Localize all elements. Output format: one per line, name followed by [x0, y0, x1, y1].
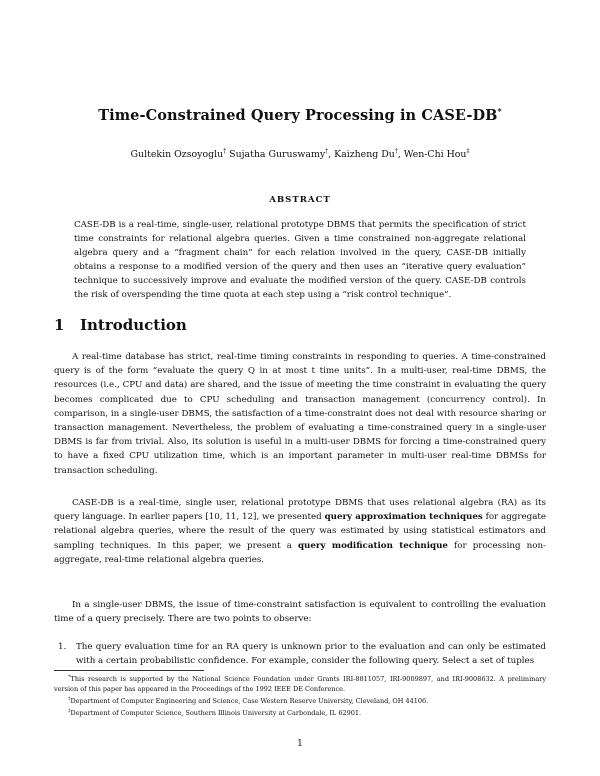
- abstract-text: CASE-DB is a real-time, single-user, relational prototype DBMS that permits the specification of strict time constraints for relational algebra queries. Given a time constrained non-aggregate relational algebra query and a “fragment chain” for each relation involved in the query, CASE-DB initially obtains a response to a modified version of the query and then uses an “iterative query evaluation” technique to successively improve and evaluate the modified version of the query. CASE-DB controls the risk of overspending the time quota at each step using a “risk control technique”.: [74, 220, 526, 300]
- list-item-text: The query evaluation time for an RA query is unknown prior to the evaluation and can only be estimated with a certain probabilistic confidence. For example, consider the following query. Select a set of tuples: [76, 642, 546, 667]
- intro-paragraph-3: In a single-user DBMS, the issue of time-constraint satisfaction is equivalent to controlling the evaluation time of a query precisely. There are two points to observe:: [54, 600, 546, 625]
- author-list: [0, 149, 600, 160]
- section-number: 1: [54, 316, 65, 334]
- author-name: Wen-Chi Hou: [403, 149, 467, 160]
- footnote-mark: †: [68, 695, 71, 702]
- section-title: Introduction: [80, 316, 187, 334]
- author-affiliation-mark: †: [223, 147, 227, 155]
- list-item-number: 1.: [58, 642, 67, 652]
- footnote-mark: ‡: [68, 707, 71, 714]
- footnote: ‡Department of Computer Science, Southern Illinois University at Carbondale, IL 62901.: [68, 707, 362, 717]
- footnote-divider: [54, 670, 204, 671]
- intro-paragraph-2: CASE-DB is a real-time, single user, relational prototype DBMS that uses relational algebra (RA) as its query language. In earlier papers [10, 11, 12], we presented query approximation techniques for aggregate relational algebra queries, where the result of the query was estimated by using statistical estimators and sampling techniques. In this paper, we present a query modification technique for processing non-aggregate, real-time relational algebra queries.: [54, 498, 547, 565]
- page-number: 1: [297, 739, 303, 749]
- emphasis-term: query modification technique: [297, 540, 448, 551]
- footnote: †Department of Computer Engineering and Science, Case Western Reserve University, Cleveland, OH 44106.: [68, 695, 429, 705]
- footnote-mark: *: [68, 673, 71, 680]
- author-affiliation-mark: †: [394, 147, 398, 155]
- abstract-heading: ABSTRACT: [269, 195, 331, 205]
- author-name: Kaizheng Du: [334, 149, 395, 160]
- paper-title: Time-Constrained Query Processing in CASE-DB*: [98, 106, 502, 124]
- emphasis-term: query approximation techniques: [324, 512, 483, 523]
- numbered-list-item: [54, 640, 546, 668]
- author-separator: ,: [328, 149, 335, 160]
- section-heading: [54, 316, 187, 334]
- author-name: Gultekin Ozsoyoglu: [130, 149, 224, 160]
- author-affiliation-mark: ‡: [466, 147, 470, 155]
- author-affiliation-mark: †: [325, 147, 329, 155]
- title-footnote-mark: *: [497, 106, 502, 117]
- author-separator: ,: [397, 149, 404, 160]
- footnote: *This research is supported by the National Science Foundation under Grants IRI-8811057, IRI-9009897, and IRI-9008632. A preliminary version of this paper has appeared in the Proceedings of the 1992 IEEE DE Conference.: [54, 673, 546, 693]
- intro-paragraph-1: A real-time database has strict, real-time timing constraints in responding to queries. A time-constrained query is of the form “evaluate the query Q in at most t time units”. In a multi-user, real-time DBMS, the resources (i.e., CPU and data) are shared, and the issue of meeting the time constraint in evaluating the query becomes complicated due to CPU scheduling and transaction management (concurrency control). In comparison, in a single-user DBMS, the satisfaction of a time-constraint does not deal with resource sharing or transaction management. Nevertheless, the problem of evaluating a time-constrained query in a single-user DBMS is far from trivial. Also, its solution is useful in a multi-user DBMS for forcing a time-constrained query to have a fixed CPU utilization time, which is an important parameter in multi-user real-time DBMSs for transaction scheduling.: [54, 352, 546, 476]
- author-name: Sujatha Guruswamy: [229, 149, 326, 160]
